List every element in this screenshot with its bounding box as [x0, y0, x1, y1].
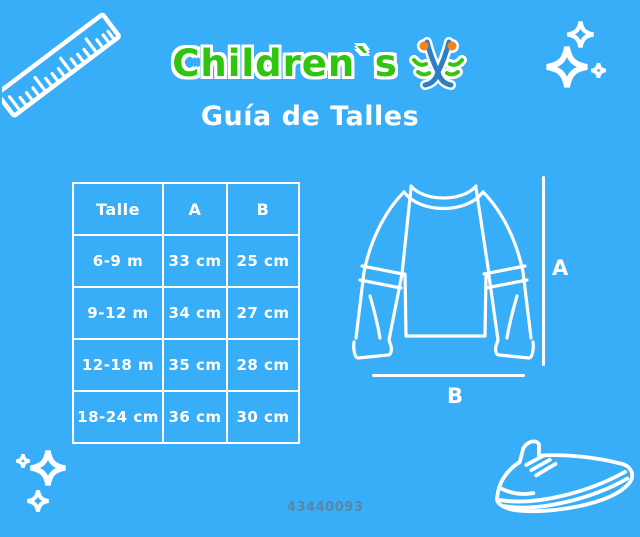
column-header-talle: Talle — [73, 183, 163, 235]
cell-talle: 9-12 m — [73, 287, 163, 339]
cell-a: 36 cm — [163, 391, 227, 443]
table-row — [73, 391, 299, 443]
cell-talle: 6-9 m — [73, 235, 163, 287]
sparkles-icon — [10, 446, 68, 524]
column-header-b: B — [227, 183, 299, 235]
cell-talle: 12-18 m — [73, 339, 163, 391]
brand-name: Children`s — [172, 41, 398, 85]
sneaker-icon — [478, 421, 640, 537]
table-row — [73, 235, 299, 287]
width-dimension-label: B — [447, 384, 464, 408]
cell-a: 33 cm — [163, 235, 227, 287]
size-table — [72, 182, 300, 444]
header — [0, 34, 640, 92]
height-dimension-label: A — [552, 256, 569, 280]
shirt-icon — [348, 168, 544, 368]
height-dimension-line — [542, 176, 545, 366]
cell-b: 28 cm — [227, 339, 299, 391]
table-row — [73, 339, 299, 391]
cell-a: 34 cm — [163, 287, 227, 339]
cell-b: 30 cm — [227, 391, 299, 443]
cell-talle: 18-24 cm — [73, 391, 163, 443]
page-title: Guía de Talles — [200, 101, 420, 132]
width-dimension-line — [372, 374, 525, 377]
table-row — [73, 287, 299, 339]
cell-b: 27 cm — [227, 287, 299, 339]
size-table-header-row — [73, 183, 299, 235]
cell-a: 35 cm — [163, 339, 227, 391]
column-header-a: A — [163, 183, 227, 235]
brand-mark-icon — [408, 34, 468, 92]
cell-b: 25 cm — [227, 235, 299, 287]
footer-code: 43440093 — [287, 500, 364, 515]
